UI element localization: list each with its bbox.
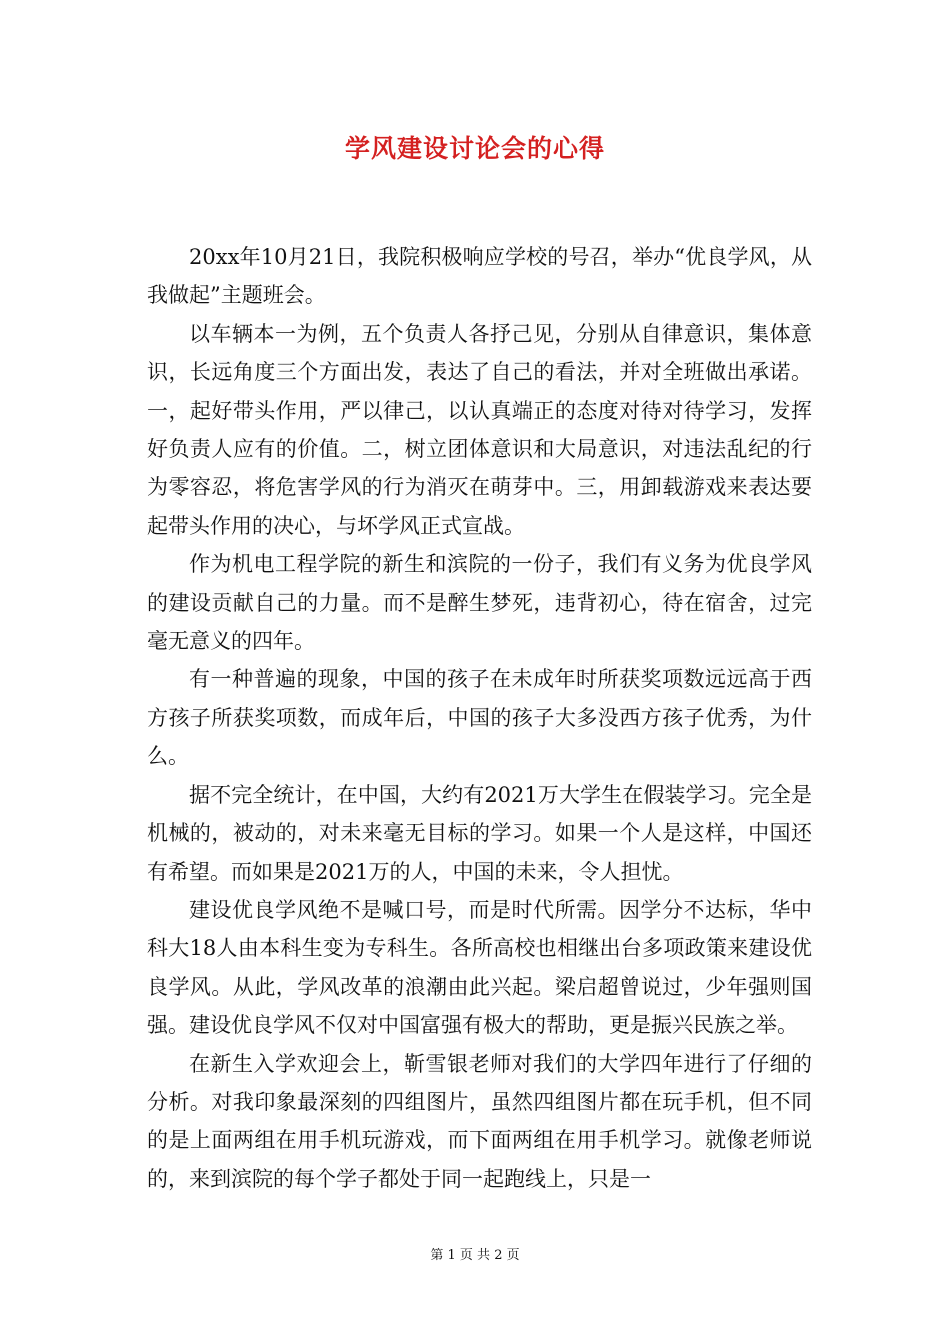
paragraph-3: 作为机电工程学院的新生和滨院的一份子，我们有义务为优良学风的建设贡献自己的力量。而不是醉生梦死，违背初心，待在宿舍，过完毫无意义的四年。 — [147, 552, 812, 654]
paragraph-1: 20xx年10月21日，我院积极响应学校的号召，举办“优良学风，从我做起”主题班会。 — [147, 245, 812, 308]
document-body — [147, 238, 812, 1198]
paragraph-4: 有一种普遍的现象，中国的孩子在未成年时所获奖项数远远高于西方孩子所获奖项数，而成年后，中国的孩子大多没西方孩子优秀，为什么。 — [147, 667, 812, 769]
paragraph-2: 以车辆本一为例，五个负责人各抒己见，分别从自律意识，集体意识，长远角度三个方面出发，表达了自己的看法，并对全班做出承诺。一，起好带头作用，严以律己，以认真端正的态度对待对待学习，发挥好负责人应有的价值。二，树立团体意识和大局意识，对违法乱纪的行为零容忍，将危害学风的行为消灭在萌芽中。三，用卸载游戏来表达要起带头作用的决心，与坏学风正式宣战。 — [147, 321, 812, 538]
paragraph-6: 建设优良学风绝不是喊口号，而是时代所需。因学分不达标，华中科大18人由本科生变为专科生。各所高校也相继出台多项政策来建设优良学风。从此，学风改革的浪潮由此兴起。梁启超曾说过，少年强则国强。建设优良学风不仅对中国富强有极大的帮助，更是振兴民族之举。 — [147, 897, 812, 1038]
page-number-footer: 第 1 页 共 2 页 — [430, 1248, 520, 1263]
paragraph-5: 据不完全统计，在中国，大约有2021万大学生在假装学习。完全是机械的，被动的，对未来毫无目标的学习。如果一个人是这样，中国还有希望。而如果是2021万的人，中国的未来，令人担忧。 — [147, 782, 812, 884]
document-title: 学风建设讨论会的心得 — [344, 134, 605, 163]
paragraph-7: 在新生入学欢迎会上，靳雪银老师对我们的大学四年进行了仔细的分析。对我印象最深刻的四组图片，虽然四组图片都在玩手机，但不同的是上面两组在用手机玩游戏，而下面两组在用手机学习。就像老师说的，来到滨院的每个学子都处于同一起跑线上，只是一 — [147, 1051, 812, 1191]
